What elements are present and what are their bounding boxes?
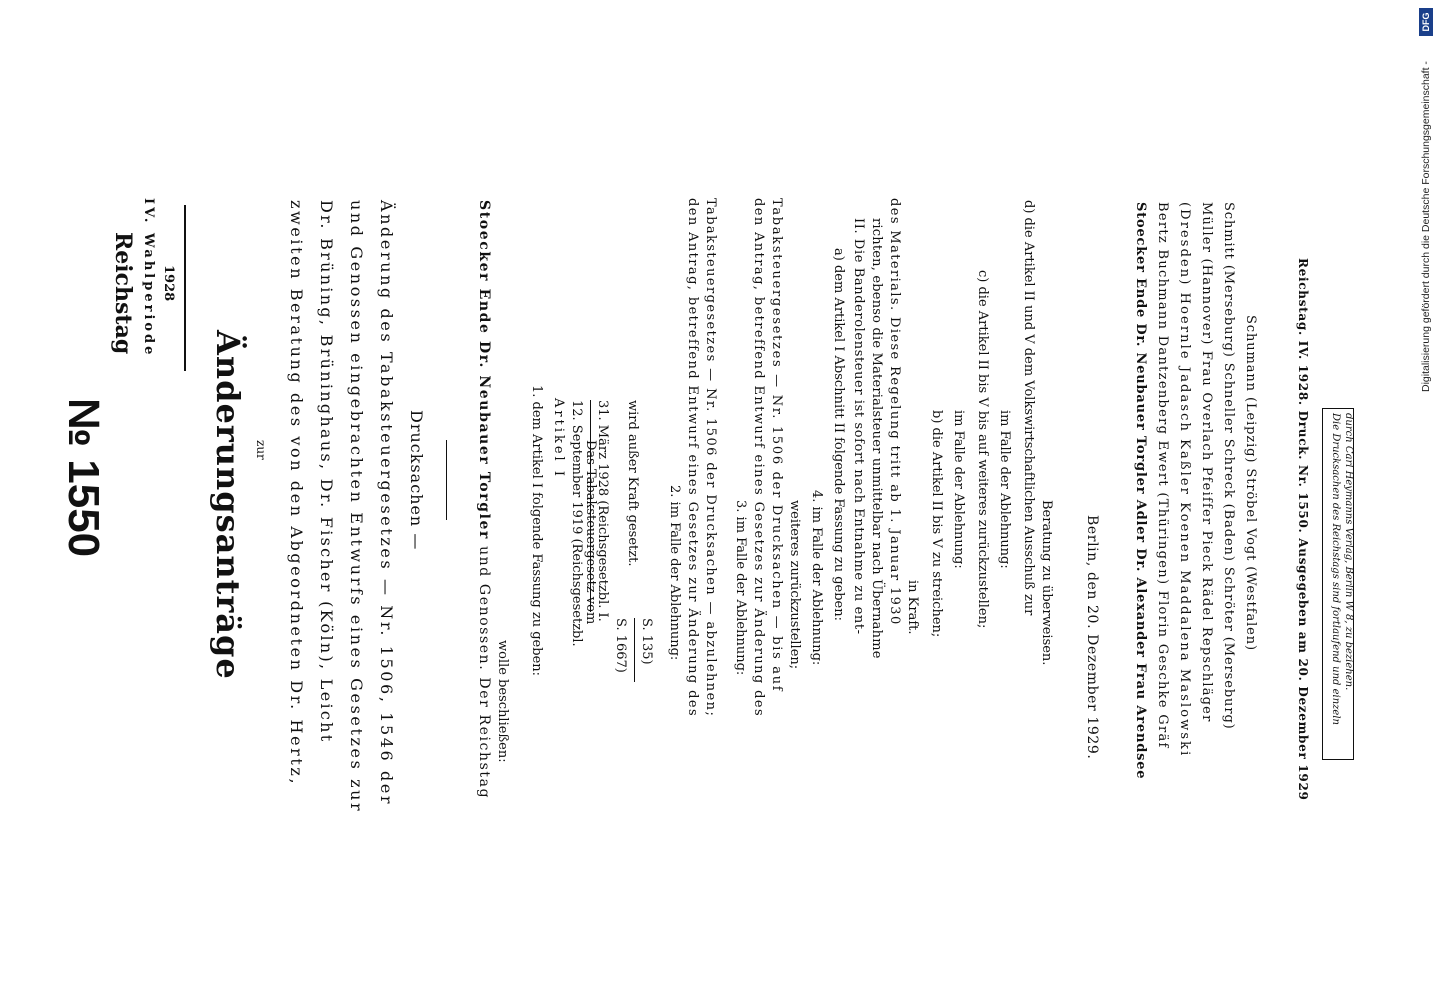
kraft-line: wird außer Kraft gesetzt. [625, 400, 640, 567]
item-4a-line-4: in Kraft. [905, 580, 920, 635]
item-3-line-3: weiteres zurückzustellen; [787, 500, 802, 670]
distribution-box [1322, 408, 1354, 760]
reichstag-label: Reichstag [110, 232, 136, 355]
item-4d-line-1: d) die Artikel II und V dem Volkswirtschaftlichen Ausschuß zur [1021, 200, 1036, 616]
signature-line-3: (Dresden) Hoernle Jadasch Kaßler Koenen Maddalena Maslowski [1177, 202, 1192, 758]
date-line-bottom: 31. März 1928 (Reichsgesetzbl. I. [595, 400, 610, 622]
distribution-line-2: durch Carl Heymanns Verlag, Berlin W 8, zu beziehen. [1343, 413, 1354, 691]
mover-names [476, 200, 492, 799]
item-2-head: 2. im Falle der Ablehnung: [667, 485, 682, 661]
item-4b: b) die Artikel II bis V zu streichen; [929, 410, 944, 638]
place-date: Berlin, den 20. Dezember 1929. [1084, 515, 1100, 760]
s-page-top: S. 1667) [613, 618, 628, 673]
signature-line-5: Schmitt (Merseburg) Schneller Schreck (Baden) Schröter (Merseburg) [1221, 202, 1236, 730]
gesetz-line: Das Tabaksteuergesetz vom [583, 440, 598, 625]
wahlperiode-label: IV. Wahlperiode [141, 198, 156, 358]
item-4c-falle: im Falle der Ablehnung: [997, 410, 1012, 569]
item-4a-line-2: richten, ebenso die Materialsteuer unmittelbar nach Übernahme [869, 218, 884, 659]
footer-line: Reichstag. IV. 1928. Druck. Nr. 1550. Ausgegeben am 20. Dezember 1929 [1296, 258, 1310, 801]
item-2-line-1: den Antrag, betreffend Entwurf eines Gesetzes zur Änderung des [685, 198, 700, 718]
intro-line-3: und Genossen eingebrachten Entwurfs eines Gesetzes zur [347, 200, 366, 814]
item-3-line-2: Tabaksteuergesetzes — Nr. 1506 der Drucksachen — bis auf [769, 198, 784, 693]
s-page-bottom: S. 135) [639, 618, 654, 665]
header-rule [184, 205, 186, 371]
item-4a-line-3: des Materials. Diese Regelung tritt ab 1. Januar 1930 [887, 198, 902, 626]
item-4a: a) dem Artikel I Abschnitt II folgende Fassung zu geben: [831, 248, 846, 621]
signature-line-4: Müller (Hannover) Frau Overlach Pfeiffer Pieck Rädel Repschläger [1199, 202, 1214, 723]
item-4c: c) die Artikel II bis V bis auf weiteres zurückzustellen; [975, 270, 990, 629]
item-3-head: 3. im Falle der Ablehnung: [733, 500, 748, 676]
signature-line-1: Stoecker Ende Dr. Neubauer Torgler Adler Dr. Alexander Frau Arendsee [1133, 202, 1148, 780]
signature-line-6: Schumann (Leipzig) Ströbel Vogt (Westfalen) [1243, 315, 1258, 651]
item-4a-line-1: II. Die Banderolensteuer ist sofort nach Entnahme zu ent- [851, 218, 866, 635]
item-4-head: 4. im Falle der Ablehnung: [809, 490, 824, 666]
distribution-line-1: Die Drucksachen des Reichstags sind fortlaufend und einzeln [1330, 413, 1341, 725]
artikel-i-heading: Artikel I [551, 398, 566, 479]
dfg-logo: DFG [1419, 8, 1433, 36]
item-4d-line-2: Beratung zu überweisen. [1039, 500, 1054, 666]
item-1: 1. dem Artikel I folgende Fassung zu geben: [529, 385, 544, 677]
item-4b-falle: im Falle der Ablehnung: [951, 410, 966, 569]
item-2-line-2: Tabaksteuergesetzes — Nr. 1506 der Drucksachen — abzulehnen; [703, 198, 718, 718]
intro-line-2: Dr. Brüning, Brüninghaus, Dr. Fischer (Köln), Leicht [317, 200, 336, 744]
dfg-note: Digitalisierung gefördert durch die Deutsche Forschungsgemeinschaft - [1420, 61, 1432, 392]
intro-line-4: Änderung des Tabaksteuergesetzes — Nr. 1506, 1546 der [377, 200, 396, 807]
s-rule [634, 618, 635, 682]
intro-line-1: zweiten Beratung des von den Abgeordneten Dr. Hertz, [287, 200, 306, 787]
intro-line-5: Drucksachen — [407, 410, 426, 551]
intro-rule [446, 440, 447, 520]
year-label: 1928 [161, 265, 176, 302]
date-line-top: 12. September 1919 (Reichsgesetzbl. [569, 400, 584, 647]
zur-label: zur [254, 440, 268, 460]
document-number: № 1550 [59, 398, 108, 558]
resolution-line: wolle beschließen: [495, 640, 510, 763]
mover-names-bold: Stoecker Ende Dr. Neubauer Torgler [476, 200, 492, 540]
mover-names-rest: und Genossen. Der Reichstag [476, 546, 492, 800]
signature-line-2: Bertz Buchmann Dantzenberg Ewert (Thüringen) Florin Geschke Gräf [1155, 202, 1170, 749]
item-3-line-1: den Antrag, betreffend Entwurf eines Gesetzes zur Änderung des [751, 198, 766, 718]
page-title: Änderungsanträge [209, 330, 247, 680]
